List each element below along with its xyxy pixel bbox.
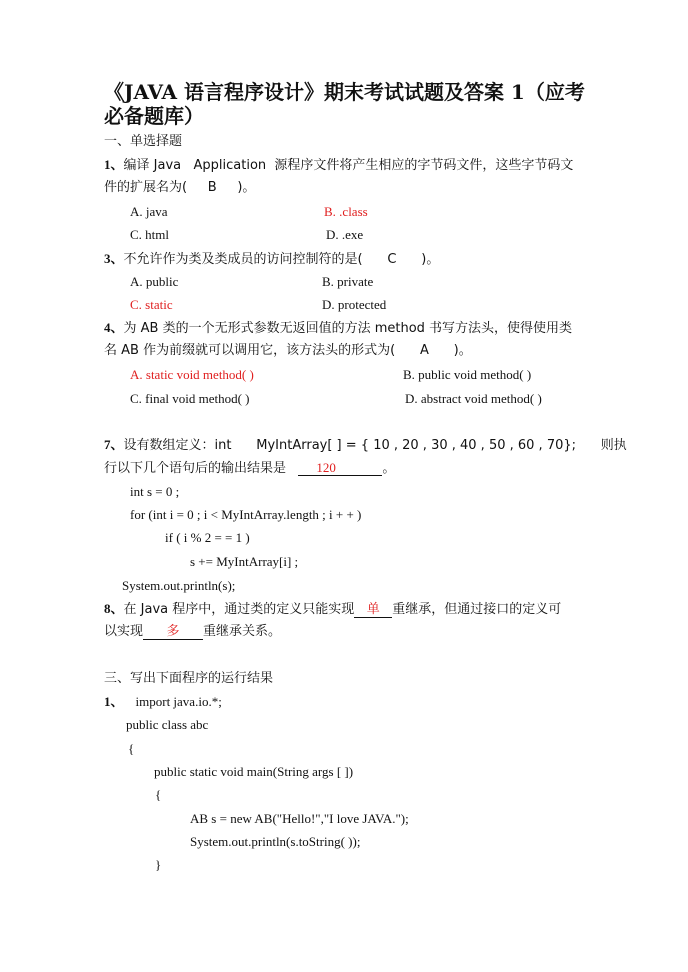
answer-text: 120 <box>316 460 336 475</box>
question-text: 以实现 <box>104 624 144 639</box>
answer-blank <box>354 602 392 618</box>
code-line: import java.io.*; <box>135 694 222 709</box>
code-line: for (int i = 0 ; i < MyIntArray.length ; i + + ) <box>130 507 362 522</box>
code-line: System.out.println(s.toString( )); <box>190 834 361 849</box>
answer-text: 多 <box>166 624 180 639</box>
question-4 <box>104 319 572 338</box>
q4-option-b: B. public void method( ) <box>403 367 532 382</box>
q3-option-a: A. public <box>130 274 179 289</box>
page-title: 《JAVA 语言程序设计》期末考试试题及答案 1（应考必备题库） <box>104 80 585 128</box>
question-text: 行以下几个语句后的输出结果是 <box>104 461 299 476</box>
question-text: 为 AB 类的一个无形式参数无返回值的方法 method 书写方法头，使得使用类 <box>123 321 573 336</box>
question-text: 在 Java 程序中，通过类的定义只能实现 <box>123 602 355 617</box>
question-1 <box>104 156 573 175</box>
q1-option-a: A. java <box>130 204 168 219</box>
question-7 <box>104 436 627 455</box>
code-line: { <box>155 787 162 802</box>
code-line: System.out.println(s); <box>122 578 236 593</box>
question-3 <box>104 250 439 269</box>
q4-option-d: D. abstract void method( ) <box>405 391 542 406</box>
q3-option-d: D. protected <box>322 297 387 312</box>
q4-option-c: C. final void method( ) <box>130 391 250 406</box>
q1-option-d: D. .exe <box>326 227 364 242</box>
code-line: } <box>155 857 162 872</box>
question-text: 重继承，但通过接口的定义可 <box>392 602 562 617</box>
answer-blank <box>143 624 203 640</box>
q3-option-c: C. static <box>130 297 173 312</box>
question-8-line2 <box>104 623 281 641</box>
section-heading-single-choice: 一、单选择题 <box>104 134 183 149</box>
question-number: 8、 <box>104 601 124 616</box>
q1-option-c: C. html <box>130 227 170 242</box>
question-4-line2: 名 AB 作为前缀就可以调用它，该方法头的形式为( A )。 <box>104 343 472 358</box>
question-number: 3、 <box>104 251 124 266</box>
question-number: 1、 <box>104 157 124 172</box>
question-text: 设有数组定义：int MyIntArray[ ] = { 10 , 20 , 30 , 40 , 50 , 60 , 70}; 则执 <box>123 438 627 453</box>
question-text: 编译 Java Application 源程序文件将产生相应的字节码文件，这些字节码文 <box>123 158 574 173</box>
question-text: 重继承关系。 <box>203 624 282 639</box>
question-text: 不允许作为类及类成员的访问控制符的是( C )。 <box>123 252 440 267</box>
question-number: 1、 <box>104 694 124 709</box>
code-line: { <box>128 741 135 756</box>
code-line: public class abc <box>126 717 209 732</box>
code-line: s += MyIntArray[i] ; <box>190 554 299 569</box>
question-text: 。 <box>382 461 396 476</box>
code-line: int s = 0 ; <box>130 484 180 499</box>
q4-option-a: A. static void method( ) <box>130 367 254 382</box>
program-1 <box>104 693 222 711</box>
question-7-line2 <box>104 460 395 478</box>
question-1-line2: 件的扩展名为( B )。 <box>104 180 256 195</box>
answer-blank <box>298 460 382 476</box>
question-number: 4、 <box>104 320 124 335</box>
q3-option-b: B. private <box>322 274 374 289</box>
answer-text: 单 <box>366 602 380 617</box>
q1-option-b: B. .class <box>324 204 368 219</box>
code-line: public static void main(String args [ ]) <box>154 764 354 779</box>
question-number: 7、 <box>104 437 124 452</box>
code-line: if ( i % 2 = = 1 ) <box>165 530 250 545</box>
section-heading-program-output: 三、写出下面程序的运行结果 <box>104 671 274 686</box>
question-8 <box>104 600 561 619</box>
code-line: AB s = new AB("Hello!","I love JAVA."); <box>190 811 409 826</box>
